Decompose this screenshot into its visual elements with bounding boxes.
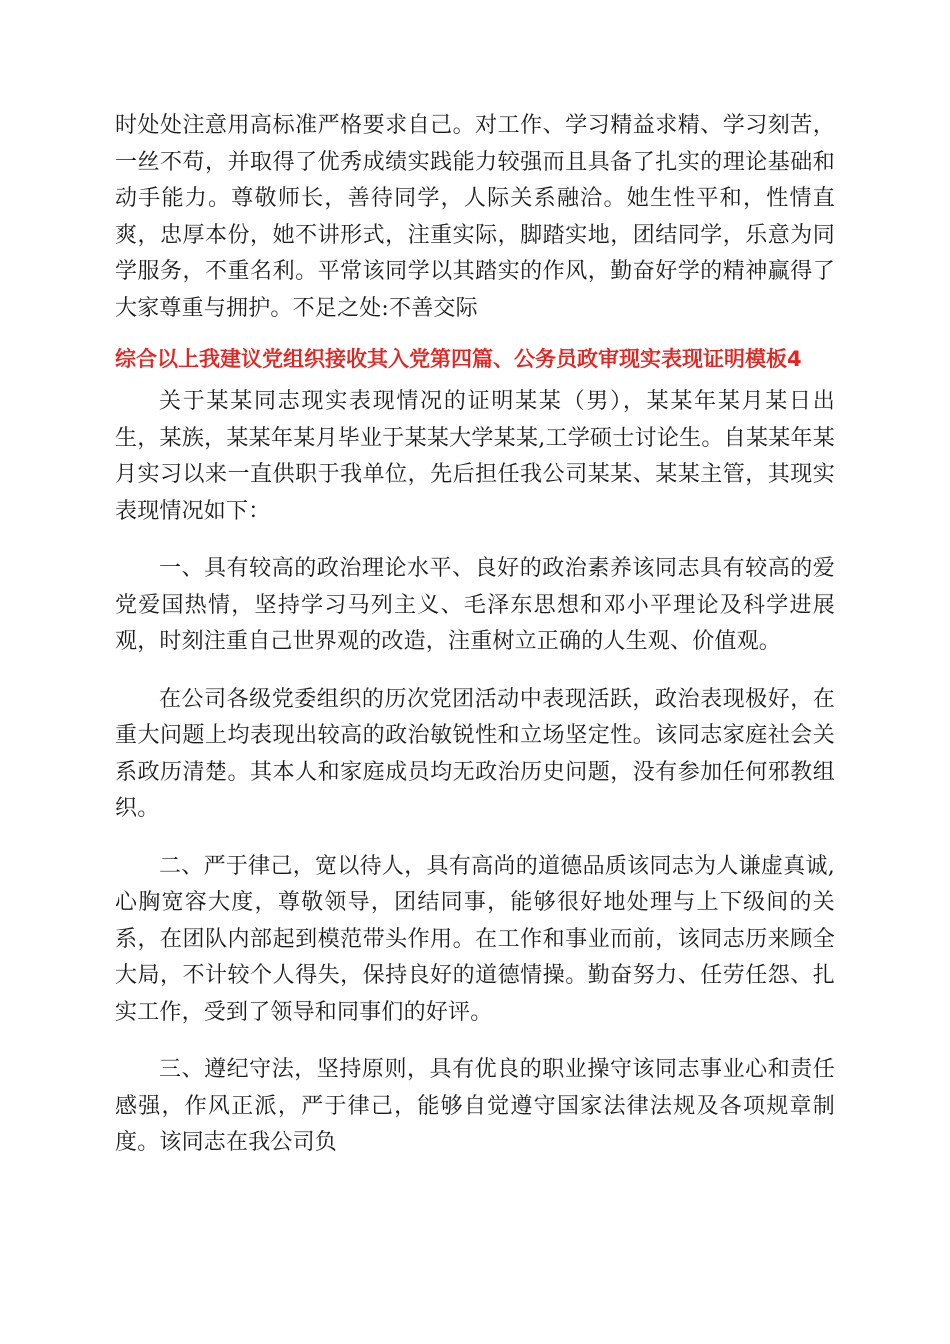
document-body — [115, 108, 835, 1162]
section-heading: 综合以上我建议党组织接收其入党第四篇、公务员政审现实表现证明模板4 — [115, 347, 802, 371]
paragraph-intro: 关于某某同志现实表现情况的证明某某（男），某某年某月某日出生，某族，某某年某月毕业于某某大学某某,工学硕士讨论生。自某某年某月实习以来一直供职于我单位，先后担任我公司某某、某某主管，其现实表现情况如下： — [115, 389, 835, 524]
paragraph-morality: 二、严于律己，宽以待人，具有高尚的道德品质该同志为人谦虚真诚,心胸宽容大度，尊敬领导，团结同事，能够很好地处理与上下级间的关系，在团队内部起到模范带头作用。在工作和事业而前，该同志历来顾全大局，不计较个人得失，保持良好的道德情操。勤奋努力、任劳任怨、扎实工作，受到了领导和同事们的好评。 — [115, 853, 835, 1025]
paragraph-continuation: 时处处注意用高标准严格要求自己。对工作、学习精益求精、学习刻苦，一丝不苟，并取得了优秀成绩实践能力较强而且具备了扎实的理论基础和动手能力。尊敬师长，善待同学，人际关系融洽。她生性平和，性情直爽，忠厚本份，她不讲形式，注重实际，脚踏实地，团结同学，乐意为同学服务，不重名利。平常该同学以其踏实的作风，勤奋好学的精神赢得了大家尊重与拥护。不足之处:不善交际 — [115, 113, 835, 321]
paragraph-activities: 在公司各级党委组织的历次党团活动中表现活跃，政治表现极好，在重大问题上均表现出较高的政治敏锐性和立场坚定性。该同志家庭社会关系政历清楚。其本人和家庭成员均无政治历史问题，没有参加任何邪教组织。 — [115, 686, 835, 821]
paragraph-discipline: 三、遵纪守法，坚持原则，具有优良的职业操守该同志事业心和责任感强，作风正派，严于律己，能够自觉遵守国家法律法规及各项规章制度。该同志在我公司负 — [115, 1057, 835, 1155]
paragraph-political: 一、具有较高的政治理论水平、良好的政治素养该同志具有较高的爱党爱国热情，坚持学习马列主义、毛泽东思想和邓小平理论及科学进展观，时刻注重自己世界观的改造，注重树立正确的人生观、价值观。 — [115, 556, 835, 654]
